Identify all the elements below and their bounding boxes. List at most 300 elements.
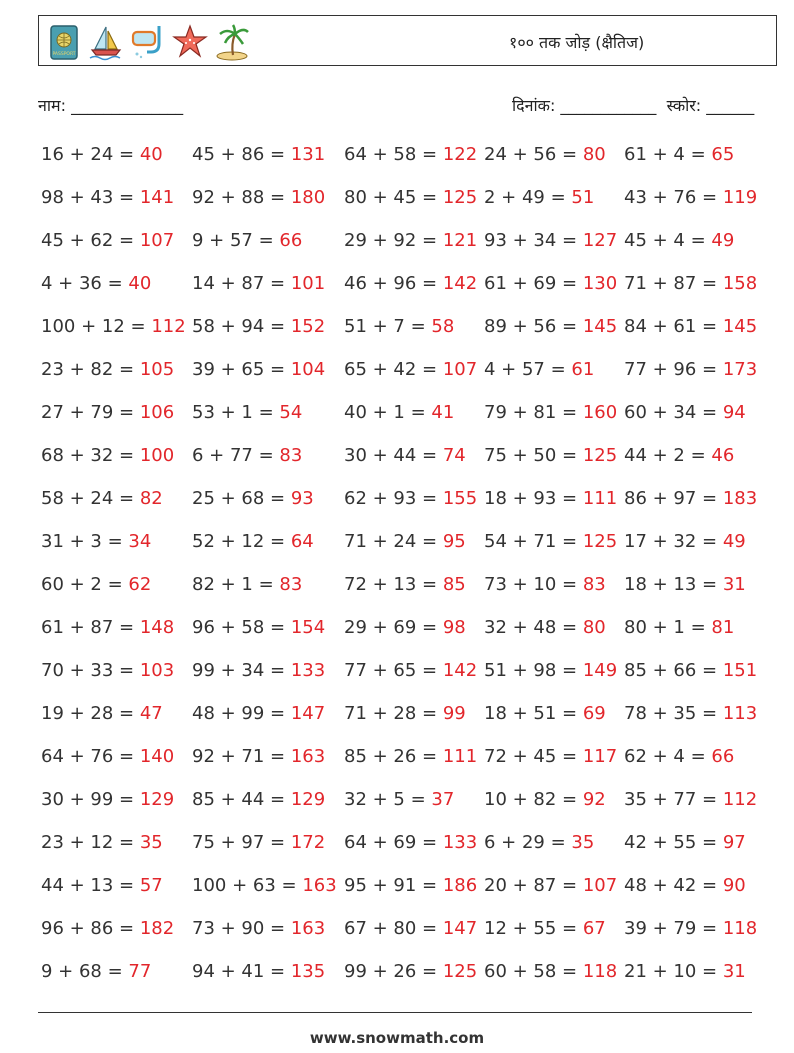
problem-item: [624, 828, 754, 871]
problem-question: 53 + 1 =: [192, 402, 280, 423]
problem-question: 85 + 66 =: [624, 660, 723, 681]
problem-item: [484, 570, 624, 613]
problem-question: 84 + 61 =: [624, 316, 723, 337]
problem-item: [41, 355, 192, 398]
problem-answer: 61: [571, 359, 595, 380]
problem-item: [344, 527, 484, 570]
problem-item: [624, 355, 758, 398]
problem-item: [484, 914, 624, 957]
problem-item: [41, 570, 192, 613]
problem-question: 77 + 96 =: [624, 359, 723, 380]
problem-item: [624, 871, 754, 914]
worksheet-title: १०० तक जोड़ (क्षैतिज): [509, 33, 645, 52]
problem-question: 75 + 50 =: [484, 445, 583, 466]
problem-item: [344, 957, 484, 1000]
problem-answer: 129: [139, 789, 175, 810]
problem-answer: 131: [290, 144, 326, 165]
problem-question: 80 + 45 =: [344, 187, 443, 208]
problem-answer: 97: [722, 832, 746, 853]
problem-item: [624, 269, 758, 312]
problem-answer: 148: [139, 617, 175, 638]
problem-question: 99 + 34 =: [192, 660, 291, 681]
problem-answer: 122: [442, 144, 478, 165]
problem-question: 54 + 71 =: [484, 531, 583, 552]
problem-question: 58 + 24 =: [41, 488, 140, 509]
problem-answer: 80: [582, 617, 606, 638]
problem-answer: 49: [711, 230, 735, 251]
problem-question: 12 + 55 =: [484, 918, 583, 939]
problem-answer: 62: [128, 574, 152, 595]
problem-answer: 127: [582, 230, 618, 251]
problem-question: 10 + 82 =: [484, 789, 583, 810]
problem-answer: 125: [442, 187, 478, 208]
problem-question: 75 + 97 =: [192, 832, 291, 853]
problem-item: [484, 140, 624, 183]
problem-answer: 54: [279, 402, 303, 423]
problem-item: [624, 527, 754, 570]
problem-answer: 103: [139, 660, 175, 681]
problem-item: [344, 785, 484, 828]
problem-answer: 133: [290, 660, 326, 681]
problem-answer: 142: [442, 273, 478, 294]
problem-question: 48 + 42 =: [624, 875, 723, 896]
problem-item: [344, 656, 484, 699]
footer-divider: [38, 1012, 752, 1013]
problem-answer: 65: [711, 144, 735, 165]
problem-item: [484, 828, 624, 871]
problem-answer: 31: [722, 961, 746, 982]
problem-answer: 163: [302, 875, 337, 896]
problem-question: 64 + 69 =: [344, 832, 443, 853]
problem-question: 48 + 99 =: [192, 703, 291, 724]
problem-item: [41, 484, 192, 527]
problem-item: [624, 226, 754, 269]
problem-answer: 125: [442, 961, 478, 982]
problem-item: [484, 398, 624, 441]
problem-item: [344, 742, 484, 785]
problem-item: [41, 613, 192, 656]
problem-item: [192, 355, 344, 398]
problem-item: [192, 914, 344, 957]
problem-item: [484, 269, 624, 312]
name-label: नाम: ______________: [38, 96, 184, 115]
problem-item: [344, 398, 484, 441]
problem-answer: 160: [582, 402, 618, 423]
problem-item: [41, 828, 192, 871]
problem-question: 99 + 26 =: [344, 961, 443, 982]
problem-answer: 35: [139, 832, 163, 853]
problem-answer: 47: [139, 703, 163, 724]
problem-question: 60 + 34 =: [624, 402, 723, 423]
date-score-field: [512, 94, 754, 116]
problem-question: 70 + 33 =: [41, 660, 140, 681]
problem-item: [484, 484, 624, 527]
starfish-icon: [171, 22, 209, 62]
problem-answer: 69: [582, 703, 606, 724]
problem-question: 85 + 26 =: [344, 746, 443, 767]
passport-text: PASSPORT: [52, 52, 76, 57]
problem-item: [344, 914, 484, 957]
problem-answer: 58: [431, 316, 455, 337]
problem-item: [624, 742, 754, 785]
problem-item: [192, 785, 344, 828]
problem-question: 67 + 80 =: [344, 918, 443, 939]
problem-question: 25 + 68 =: [192, 488, 291, 509]
problem-answer: 186: [442, 875, 478, 896]
problem-answer: 163: [290, 918, 326, 939]
problem-item: [41, 957, 192, 1000]
problem-answer: 40: [139, 144, 163, 165]
problem-question: 72 + 13 =: [344, 574, 443, 595]
problem-question: 44 + 2 =: [624, 445, 712, 466]
problem-question: 73 + 10 =: [484, 574, 583, 595]
problem-answer: 82: [139, 488, 163, 509]
problem-item: [344, 269, 484, 312]
problem-answer: 155: [442, 488, 478, 509]
problem-question: 21 + 10 =: [624, 961, 723, 982]
problem-answer: 180: [290, 187, 326, 208]
problem-item: [344, 613, 484, 656]
problem-item: [41, 871, 192, 914]
problem-answer: 118: [722, 918, 758, 939]
problem-item: [344, 484, 484, 527]
problem-question: 43 + 76 =: [624, 187, 723, 208]
problem-question: 62 + 4 =: [624, 746, 712, 767]
problem-question: 92 + 88 =: [192, 187, 291, 208]
problem-answer: 145: [582, 316, 618, 337]
problem-question: 96 + 86 =: [41, 918, 140, 939]
problem-question: 16 + 24 =: [41, 144, 140, 165]
problem-question: 58 + 94 =: [192, 316, 291, 337]
problem-item: [41, 656, 192, 699]
problem-question: 30 + 44 =: [344, 445, 443, 466]
problem-answer: 151: [722, 660, 758, 681]
problem-item: [192, 828, 344, 871]
problem-answer: 183: [722, 488, 758, 509]
problem-question: 44 + 13 =: [41, 875, 140, 896]
problem-item: [41, 398, 192, 441]
problem-answer: 101: [290, 273, 326, 294]
problem-question: 9 + 68 =: [41, 961, 129, 982]
problem-item: [484, 742, 624, 785]
snorkel-mask-icon: [129, 22, 167, 62]
problem-answer: 105: [139, 359, 175, 380]
problem-item: [41, 742, 192, 785]
problem-answer: 152: [290, 316, 326, 337]
problem-question: 19 + 28 =: [41, 703, 140, 724]
problem-item: [624, 613, 754, 656]
problem-answer: 85: [442, 574, 466, 595]
passport-icon: [45, 22, 83, 62]
problem-item: [41, 785, 192, 828]
problem-item: [484, 957, 624, 1000]
problem-answer: 154: [290, 617, 326, 638]
problem-item: [41, 914, 192, 957]
problem-item: [192, 140, 344, 183]
problem-answer: 66: [711, 746, 735, 767]
problem-answer: 67: [582, 918, 606, 939]
problem-answer: 64: [290, 531, 314, 552]
problem-item: [41, 441, 192, 484]
problem-question: 71 + 87 =: [624, 273, 723, 294]
problem-answer: 145: [722, 316, 758, 337]
problem-item: [192, 183, 344, 226]
problem-answer: 117: [582, 746, 618, 767]
footer-url: www.snowmath.com: [309, 1029, 485, 1047]
problem-item: [484, 871, 624, 914]
problem-answer: 74: [442, 445, 466, 466]
problem-item: [624, 183, 758, 226]
problem-question: 61 + 87 =: [41, 617, 140, 638]
problem-question: 79 + 81 =: [484, 402, 583, 423]
problem-question: 30 + 99 =: [41, 789, 140, 810]
problem-item: [624, 785, 758, 828]
problem-question: 29 + 69 =: [344, 617, 443, 638]
problem-question: 77 + 65 =: [344, 660, 443, 681]
problem-question: 18 + 93 =: [484, 488, 583, 509]
problem-answer: 163: [290, 746, 326, 767]
problem-answer: 92: [582, 789, 606, 810]
problem-question: 51 + 7 =: [344, 316, 432, 337]
problem-question: 100 + 63 =: [192, 875, 303, 896]
problem-item: [344, 355, 484, 398]
problem-item: [41, 527, 192, 570]
problem-item: [344, 699, 484, 742]
problem-question: 78 + 35 =: [624, 703, 723, 724]
problem-question: 18 + 51 =: [484, 703, 583, 724]
problem-answer: 121: [442, 230, 478, 251]
problem-item: [624, 312, 758, 355]
problem-answer: 98: [442, 617, 466, 638]
problem-item: [41, 269, 192, 312]
problem-item: [484, 441, 624, 484]
problem-item: [192, 957, 344, 1000]
problem-answer: 57: [139, 875, 163, 896]
problem-question: 18 + 13 =: [624, 574, 723, 595]
problem-question: 2 + 49 =: [484, 187, 572, 208]
problem-answer: 41: [431, 402, 455, 423]
problem-item: [624, 398, 754, 441]
problem-answer: 107: [139, 230, 175, 251]
problem-item: [41, 183, 192, 226]
problem-answer: 77: [128, 961, 152, 982]
problem-answer: 34: [128, 531, 152, 552]
problem-answer: 90: [722, 875, 746, 896]
problem-answer: 111: [582, 488, 618, 509]
problem-answer: 49: [722, 531, 746, 552]
problem-question: 92 + 71 =: [192, 746, 291, 767]
problem-grid: [41, 140, 758, 1000]
problem-answer: 130: [582, 273, 618, 294]
problem-item: [344, 183, 484, 226]
problem-item: [344, 570, 484, 613]
problem-question: 80 + 1 =: [624, 617, 712, 638]
problem-question: 31 + 3 =: [41, 531, 129, 552]
problem-item: [192, 269, 344, 312]
problem-question: 4 + 36 =: [41, 273, 129, 294]
problem-item: [192, 570, 344, 613]
problem-answer: 172: [290, 832, 326, 853]
problem-answer: 40: [128, 273, 152, 294]
problem-answer: 119: [722, 187, 758, 208]
problem-question: 9 + 57 =: [192, 230, 280, 251]
problem-item: [192, 312, 344, 355]
problem-question: 42 + 55 =: [624, 832, 723, 853]
problem-answer: 94: [722, 402, 746, 423]
problem-question: 45 + 86 =: [192, 144, 291, 165]
problem-item: [624, 699, 758, 742]
problem-answer: 95: [442, 531, 466, 552]
problem-item: [344, 226, 484, 269]
problem-item: [192, 441, 344, 484]
problem-answer: 107: [442, 359, 478, 380]
problem-question: 100 + 12 =: [41, 316, 152, 337]
worksheet-header: [38, 15, 777, 66]
problem-answer: 99: [442, 703, 466, 724]
problem-answer: 81: [711, 617, 735, 638]
problem-question: 61 + 4 =: [624, 144, 712, 165]
problem-question: 71 + 28 =: [344, 703, 443, 724]
problem-answer: 147: [442, 918, 478, 939]
problem-question: 86 + 97 =: [624, 488, 723, 509]
problem-answer: 83: [279, 574, 303, 595]
problem-answer: 112: [722, 789, 758, 810]
problem-question: 51 + 98 =: [484, 660, 583, 681]
problem-item: [624, 957, 754, 1000]
problem-answer: 141: [139, 187, 175, 208]
problem-question: 65 + 42 =: [344, 359, 443, 380]
problem-item: [192, 699, 344, 742]
problem-item: [344, 140, 484, 183]
problem-answer: 93: [290, 488, 314, 509]
problem-question: 71 + 24 =: [344, 531, 443, 552]
problem-question: 82 + 1 =: [192, 574, 280, 595]
problem-item: [624, 140, 754, 183]
problem-item: [192, 398, 344, 441]
problem-question: 60 + 2 =: [41, 574, 129, 595]
problem-item: [624, 441, 754, 484]
problem-answer: 106: [139, 402, 175, 423]
problem-item: [624, 570, 754, 613]
sailboat-icon: [87, 22, 125, 62]
problem-question: 73 + 90 =: [192, 918, 291, 939]
problem-answer: 112: [151, 316, 186, 337]
problem-answer: 83: [279, 445, 303, 466]
problem-question: 64 + 58 =: [344, 144, 443, 165]
problem-answer: 118: [582, 961, 618, 982]
problem-item: [484, 312, 624, 355]
problem-item: [41, 140, 192, 183]
problem-answer: 31: [722, 574, 746, 595]
problem-answer: 66: [279, 230, 303, 251]
problem-answer: 46: [711, 445, 735, 466]
problem-answer: 111: [442, 746, 478, 767]
problem-answer: 125: [582, 445, 618, 466]
problem-answer: 104: [290, 359, 326, 380]
problem-question: 39 + 79 =: [624, 918, 723, 939]
problem-answer: 147: [290, 703, 326, 724]
problem-item: [192, 613, 344, 656]
problem-item: [192, 742, 344, 785]
problem-question: 94 + 41 =: [192, 961, 291, 982]
problem-item: [41, 226, 192, 269]
problem-answer: 173: [722, 359, 758, 380]
problem-question: 24 + 56 =: [484, 144, 583, 165]
problem-question: 72 + 45 =: [484, 746, 583, 767]
problem-item: [484, 699, 624, 742]
problem-question: 40 + 1 =: [344, 402, 432, 423]
problem-question: 52 + 12 =: [192, 531, 291, 552]
problem-question: 14 + 87 =: [192, 273, 291, 294]
problem-question: 68 + 32 =: [41, 445, 140, 466]
problem-answer: 133: [442, 832, 478, 853]
problem-question: 85 + 44 =: [192, 789, 291, 810]
problem-answer: 129: [290, 789, 326, 810]
problem-answer: 182: [139, 918, 175, 939]
problem-item: [624, 656, 758, 699]
problem-answer: 142: [442, 660, 478, 681]
problem-item: [624, 484, 758, 527]
problem-item: [484, 183, 624, 226]
problem-item: [484, 527, 624, 570]
problem-answer: 100: [139, 445, 175, 466]
problem-question: 46 + 96 =: [344, 273, 443, 294]
problem-question: 4 + 57 =: [484, 359, 572, 380]
problem-question: 32 + 48 =: [484, 617, 583, 638]
problem-item: [344, 828, 484, 871]
date-score-label: दिनांक: ____________ स्कोर: ______: [512, 96, 755, 115]
problem-answer: 140: [139, 746, 175, 767]
problem-item: [41, 312, 192, 355]
problem-question: 60 + 58 =: [484, 961, 583, 982]
name-field: [38, 94, 183, 116]
problem-answer: 80: [582, 144, 606, 165]
header-icons: [45, 22, 251, 62]
problem-item: [484, 355, 624, 398]
problem-question: 98 + 43 =: [41, 187, 140, 208]
problem-question: 6 + 77 =: [192, 445, 280, 466]
problem-item: [192, 656, 344, 699]
problem-question: 96 + 58 =: [192, 617, 291, 638]
problem-question: 62 + 93 =: [344, 488, 443, 509]
problem-answer: 149: [582, 660, 618, 681]
problem-item: [192, 527, 344, 570]
problem-question: 93 + 34 =: [484, 230, 583, 251]
problem-item: [484, 785, 624, 828]
problem-question: 20 + 87 =: [484, 875, 583, 896]
problem-answer: 51: [571, 187, 595, 208]
problem-answer: 107: [582, 875, 618, 896]
problem-answer: 113: [722, 703, 758, 724]
problem-item: [484, 613, 624, 656]
problem-question: 45 + 4 =: [624, 230, 712, 251]
problem-item: [192, 226, 344, 269]
problem-answer: 37: [431, 789, 455, 810]
problem-question: 61 + 69 =: [484, 273, 583, 294]
problem-item: [41, 699, 192, 742]
problem-question: 23 + 82 =: [41, 359, 140, 380]
palm-island-icon: [213, 22, 251, 62]
problem-question: 45 + 62 =: [41, 230, 140, 251]
problem-question: 23 + 12 =: [41, 832, 140, 853]
problem-question: 89 + 56 =: [484, 316, 583, 337]
problem-item: [624, 914, 758, 957]
problem-answer: 158: [722, 273, 758, 294]
problem-item: [484, 226, 624, 269]
problem-item: [192, 871, 344, 914]
problem-answer: 125: [582, 531, 618, 552]
problem-question: 95 + 91 =: [344, 875, 443, 896]
